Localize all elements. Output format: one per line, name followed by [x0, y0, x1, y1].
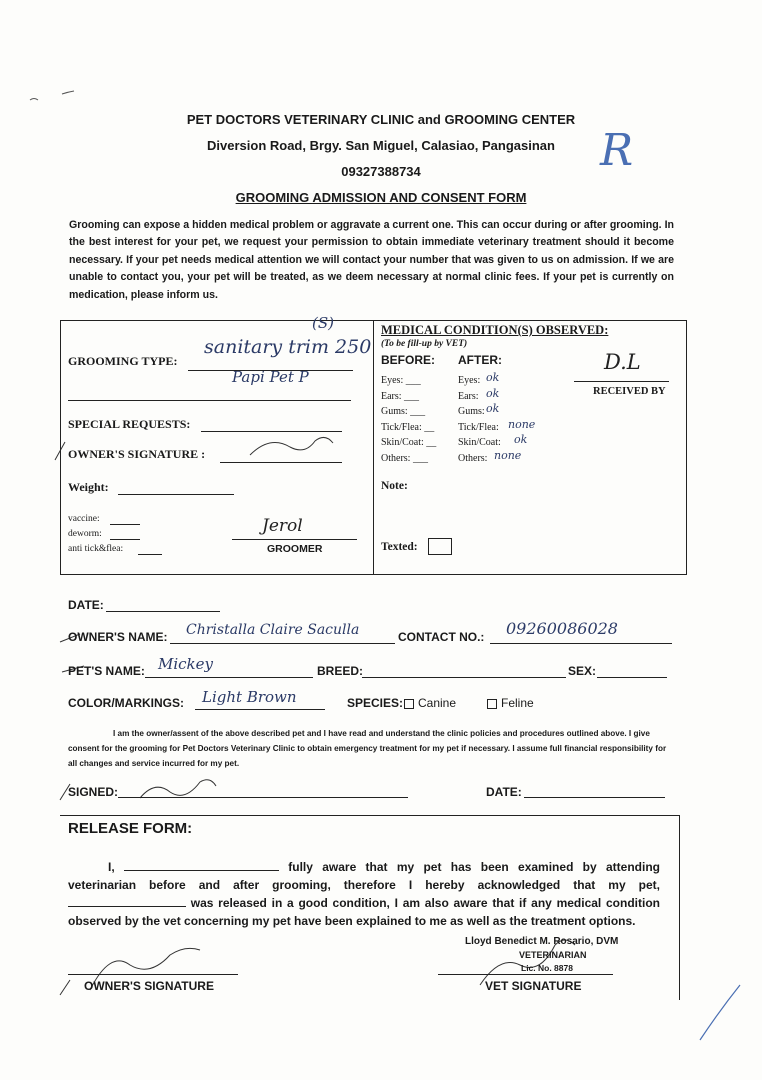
owner-release-signature-line: [68, 974, 238, 975]
contact-line: [490, 643, 672, 644]
species-feline-option[interactable]: [487, 696, 534, 710]
before-label: BEFORE:: [381, 353, 435, 367]
groomer-name: Jerol: [262, 516, 303, 536]
pet-name-line: [145, 677, 313, 678]
owner-signature-line: [220, 462, 342, 463]
grooming-type-value-2: Papi Pet P: [232, 368, 309, 386]
box-divider: [373, 320, 374, 575]
signed-signature-scribble: [140, 780, 216, 798]
vet-title: VETERINARIAN: [519, 950, 587, 960]
note-label: Note:: [381, 480, 408, 492]
owner-signature-label: OWNER'S SIGNATURE :: [68, 447, 206, 461]
signed-line: [118, 797, 408, 798]
corner-mark: R: [600, 125, 634, 176]
received-by-value: D.L: [604, 350, 641, 374]
medical-title: MEDICAL CONDITION(S) OBSERVED:: [381, 323, 609, 337]
after-label: AFTER:: [458, 353, 502, 367]
sex-line: [597, 677, 667, 678]
release-pet-line: [68, 895, 186, 907]
pet-name-value: Mickey: [158, 655, 213, 673]
after-ears: Ears:: [458, 390, 479, 402]
owner-release-signature-label: OWNER'S SIGNATURE: [84, 979, 214, 993]
pet-name-label: PET'S NAME:: [68, 664, 145, 678]
vet-signature-label: VET SIGNATURE: [485, 979, 582, 993]
before-eyes: Eyes: ___: [381, 375, 421, 386]
groomer-label: GROOMER: [267, 543, 323, 555]
before-list: [381, 373, 436, 466]
corner-tick-mark: [700, 985, 740, 1040]
vet-signature-line: [438, 974, 613, 975]
grooming-type-label: GROOMING TYPE:: [68, 354, 178, 368]
consent-text: I am the owner/assent of the above described pet and I have read and understand the clinic policies and procedures outlined above. I give consent for the grooming for Pet Doctors Veterinary Clinic to obtain emergency treatment for my pet if necessary. I assume full financial responsibility for all changes and service incurred for my pet.: [68, 729, 667, 768]
after-values: [486, 370, 535, 463]
after-eyes: Eyes:: [458, 375, 481, 386]
before-skin: Skin/Coat: __: [381, 437, 437, 448]
form-title: GROOMING ADMISSION AND CONSENT FORM: [235, 190, 527, 205]
grooming-type-line-2: [68, 400, 351, 401]
release-name-line: [124, 859, 279, 871]
sex-label: SEX:: [568, 664, 597, 678]
species-canine-option[interactable]: [404, 696, 456, 710]
breed-label: BREED:: [317, 664, 364, 678]
species-feline-label: Feline: [501, 696, 534, 710]
clinic-address: Diversion Road, Brgy. San Miguel, Calasiao, Pangasinan: [207, 138, 555, 153]
date-line: [106, 611, 220, 612]
owner-name-label: OWNER'S NAME:: [68, 630, 168, 644]
vaccine-label: vaccine:: [68, 514, 100, 524]
color-value: Light Brown: [202, 688, 297, 706]
consent-paragraph: [68, 726, 676, 771]
stray-mark-top-left: [30, 91, 74, 100]
vet-license: Lic. No. 8878: [521, 963, 573, 973]
feline-checkbox[interactable]: [487, 699, 497, 709]
vaccine-line: [110, 524, 140, 525]
texted-label: Texted:: [381, 541, 418, 553]
grooming-type-mark: (S): [312, 314, 334, 332]
release-text-1: fully aware that my pet has been examined by attending veterinarian before and after grooming, therefore I hereby acknowledged that my pet,: [68, 860, 660, 892]
release-text-2: was released in a good condition, I am also aware that if any medical condition observed by the vet concerning my pet have been explained to me as well as the treatment options.: [68, 896, 660, 928]
clinic-name: PET DOCTORS VETERINARY CLINIC and GROOMING CENTER: [186, 112, 576, 127]
canine-checkbox[interactable]: [404, 699, 414, 709]
texted-checkbox[interactable]: [428, 538, 452, 555]
vet-name: Lloyd Benedict M. Rosario, DVM: [465, 936, 619, 947]
contact-value: 09260086028: [506, 619, 618, 638]
after-others: Others:: [458, 452, 488, 464]
antitick-line: [138, 554, 162, 555]
antitick-label: anti tick&flea:: [68, 544, 124, 554]
deworm-label: deworm:: [68, 529, 102, 539]
received-by-label: RECEIVED BY: [593, 386, 666, 397]
deworm-line: [110, 539, 140, 540]
release-paragraph: [68, 858, 660, 930]
weight-label: Weight:: [68, 480, 109, 494]
before-gums: Gums: ___: [381, 406, 426, 417]
before-ears: Ears: ___: [381, 390, 420, 402]
contact-label: CONTACT NO.:: [398, 630, 485, 644]
before-tick: Tick/Flea: __: [381, 421, 435, 433]
after-tick-value: none: [508, 417, 536, 431]
special-requests-label: SPECIAL REQUESTS:: [68, 417, 191, 431]
after-ears-value: ok: [486, 386, 500, 400]
after-others-value: none: [494, 448, 522, 462]
release-title: RELEASE FORM:: [68, 820, 193, 837]
after-eyes-value: ok: [486, 371, 500, 384]
species-canine-label: Canine: [418, 696, 457, 710]
medical-subtitle: (To be fill-up by VET): [381, 339, 468, 349]
color-line: [195, 709, 325, 710]
weight-line: [118, 494, 234, 495]
grooming-type-value: sanitary trim 250: [204, 336, 372, 358]
after-skin: Skin/Coat:: [458, 437, 501, 448]
release-i-label: I,: [108, 860, 115, 874]
after-skin-value: ok: [514, 433, 528, 446]
after-tick: Tick/Flea:: [458, 421, 499, 433]
species-label: SPECIES:: [347, 696, 404, 710]
signed-date-line: [524, 797, 665, 798]
groomer-line: [232, 539, 357, 540]
after-gums: Gums:: [458, 406, 485, 417]
intro-paragraph: Grooming can expose a hidden medical problem or aggravate a current one. This can occur during or after grooming. In the best interest for your pet, we request your permission to obtain immediate veterinary treatment should it become necessary. If your pet needs medical attention we will contact your number that was given to us on admission. If we are unable to contact you, your pet will be treated, as we deem necessary at normal clinic fees. If your pet is currently on medication, please inform us.: [69, 219, 674, 301]
date-label: DATE:: [68, 598, 104, 612]
signed-label: SIGNED:: [68, 785, 119, 799]
owner-name-value: Christalla Claire Saculla: [186, 622, 360, 638]
before-others: Others: ___: [381, 452, 428, 464]
received-by-line: [574, 381, 669, 382]
after-gums-value: ok: [486, 402, 500, 415]
clinic-phone: 09327388734: [341, 164, 421, 179]
special-requests-line: [201, 431, 342, 432]
breed-line: [362, 677, 566, 678]
color-label: COLOR/MARKINGS:: [68, 696, 184, 710]
signed-date-label: DATE:: [486, 785, 522, 799]
owner-name-line: [170, 643, 395, 644]
